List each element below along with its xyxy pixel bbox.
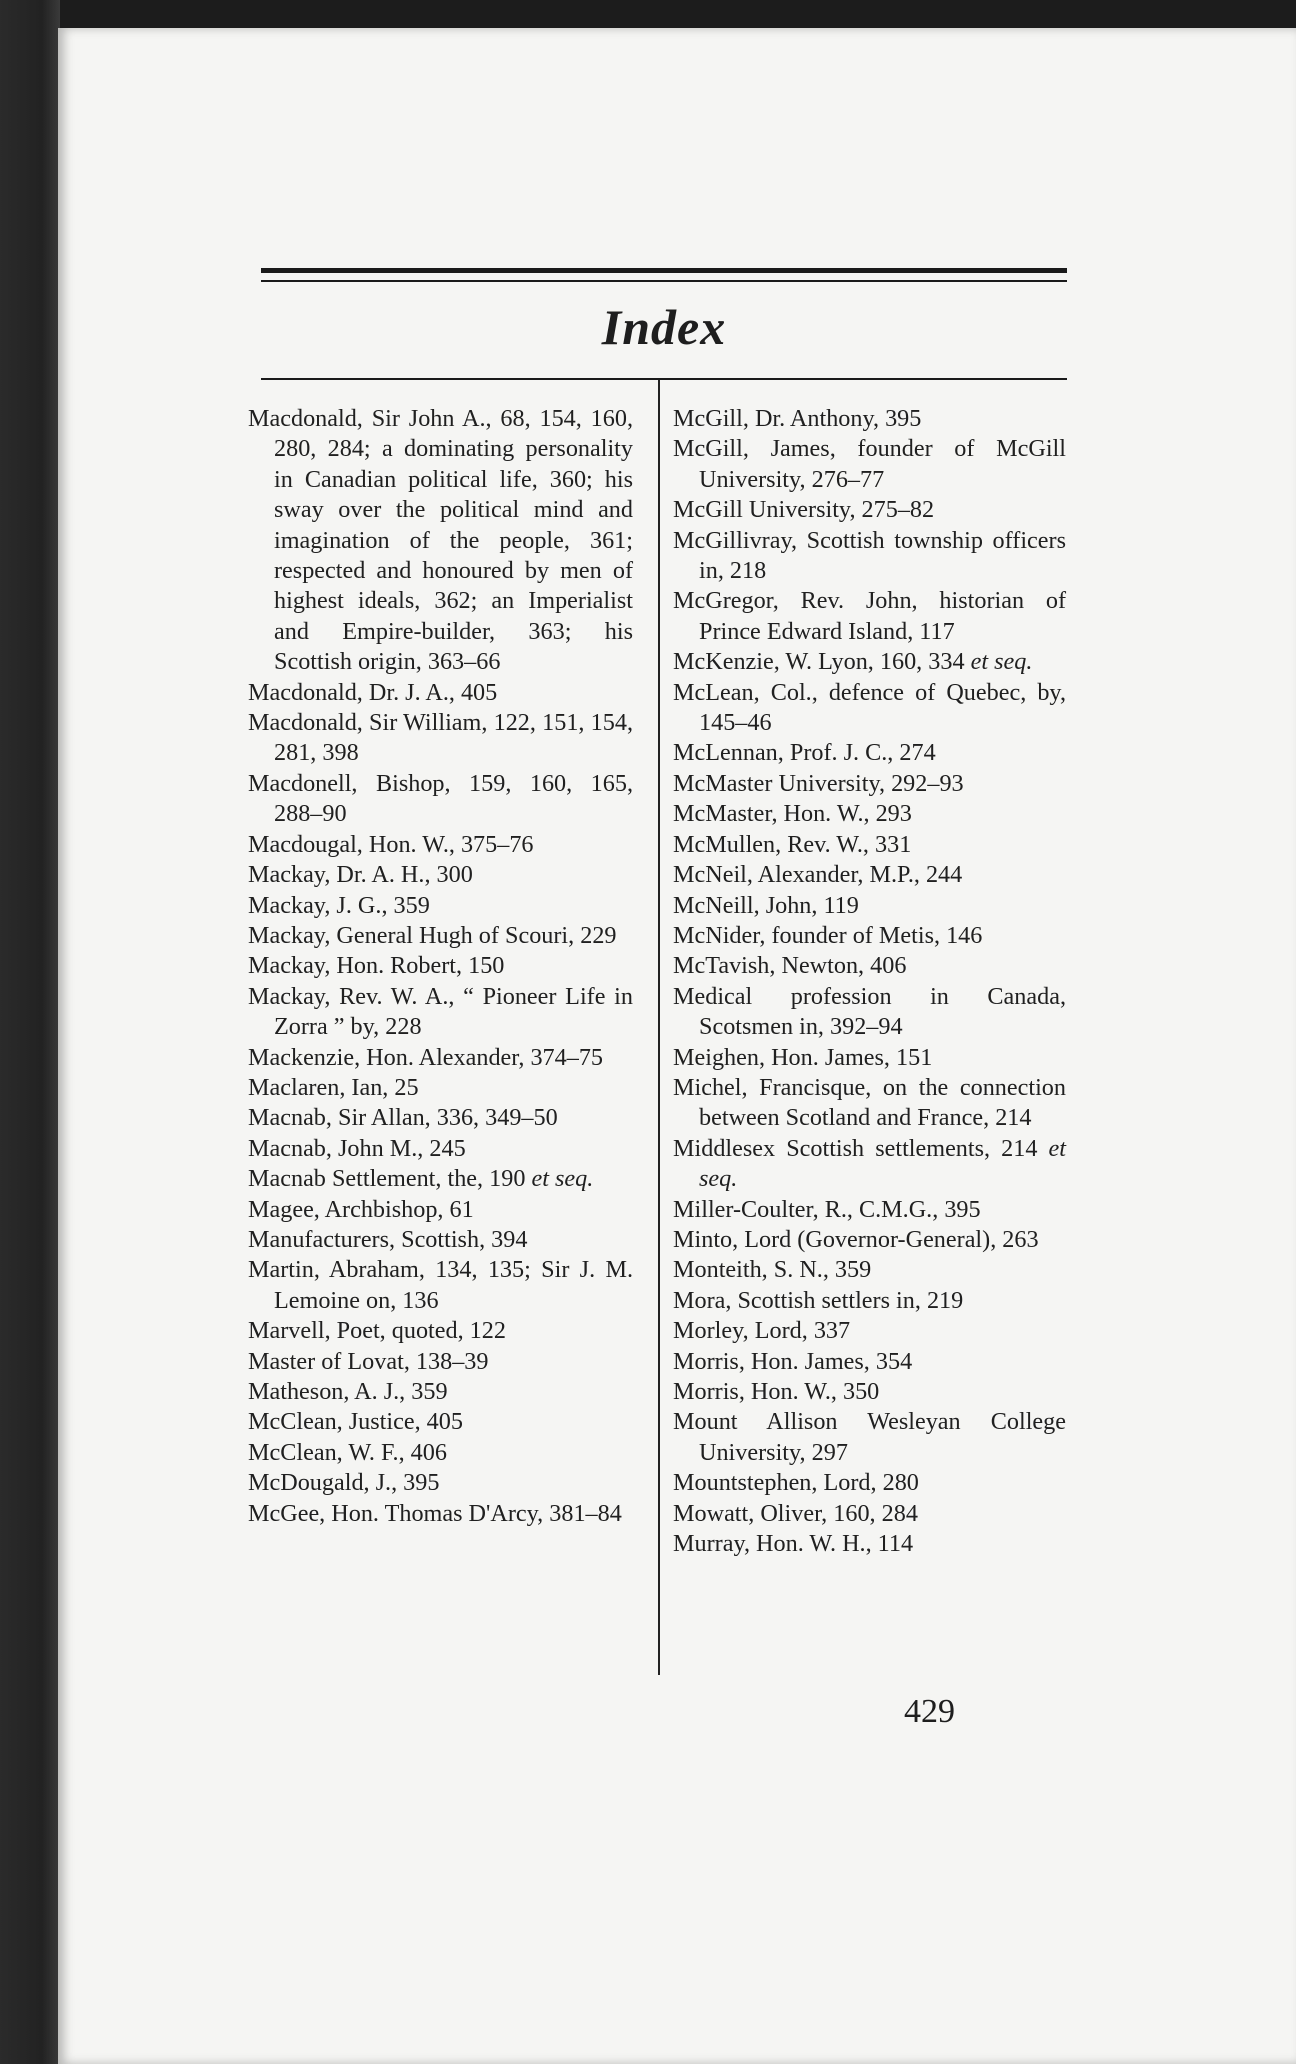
index-entry: Morley, Lord, 337 — [673, 1317, 851, 1345]
index-entry: Macdonald, Dr. J. A., 405 — [248, 678, 498, 706]
index-entry: Mora, Scottish settlers in, 219 — [673, 1286, 964, 1314]
index-entry: Monteith, S. N., 359 — [673, 1256, 872, 1284]
index-entry: Master of Lovat, 138–39 — [248, 1347, 489, 1375]
index-entry: Macnab Settlement, the, 190 et seq. — [248, 1165, 594, 1193]
index-entry: Morris, Hon. W., 350 — [673, 1378, 880, 1405]
index-entry: McKenzie, W. Lyon, 160, 334 et seq. — [673, 648, 1033, 676]
index-entry: Miller-Coulter, R., C.M.G., 395 — [673, 1195, 981, 1223]
index-entry: McGregor, Rev. John, historian of Prince Edward Island, 117 — [673, 587, 1066, 645]
index-entry: McGill University, 275–82 — [673, 496, 935, 524]
index-entry: Maclaren, Ian, 25 — [248, 1073, 419, 1101]
index-entry: Mowatt, Oliver, 160, 284 — [673, 1499, 918, 1527]
index-entry: Macnab, John M., 245 — [248, 1134, 466, 1162]
index-entry: Mackay, Rev. W. A., “ Pioneer Life in Zorra ” by, 228 — [248, 982, 633, 1041]
index-entry: Magee, Archbishop, 61 — [248, 1195, 474, 1223]
index-entry: Matheson, A. J., 359 — [248, 1378, 448, 1405]
index-entry: Mackay, General Hugh of Scouri, 229 — [248, 921, 617, 949]
index-entry: Macdonald, Sir William, 122, 151, 154, 281, 398 — [248, 709, 633, 767]
index-entry: Macnab, Sir Allan, 336, 349–50 — [248, 1104, 558, 1132]
header-rule-thick — [261, 268, 1067, 273]
index-entry: McDougald, J., 395 — [248, 1469, 440, 1497]
index-entry: Mackay, J. G., 359 — [248, 891, 430, 919]
index-entry: McClean, Justice, 405 — [248, 1408, 463, 1436]
index-entry: Middlesex Scottish settlements, 214 et seq. — [673, 1134, 1066, 1193]
index-entry: Martin, Abraham, 134, 135; Sir J. M. Lemoine on, 136 — [248, 1256, 633, 1314]
index-entry: McNider, founder of Metis, 146 — [673, 921, 983, 949]
index-column-left — [248, 404, 633, 1529]
index-entry: Medical profession in Canada, Scotsmen in, 392–94 — [673, 982, 1066, 1041]
index-entry: Meighen, Hon. James, 151 — [673, 1043, 933, 1071]
index-entry: Mackay, Dr. A. H., 300 — [248, 861, 473, 889]
index-entry: McLean, Col., defence of Quebec, by, 145–46 — [673, 678, 1066, 737]
index-entry: McLennan, Prof. J. C., 274 — [673, 739, 936, 767]
index-entry: McNeill, John, 119 — [673, 891, 859, 919]
index-entry: McGill, Dr. Anthony, 395 — [673, 405, 922, 432]
index-entry: Marvell, Poet, quoted, 122 — [248, 1317, 506, 1345]
book-binding-edge — [0, 0, 60, 2064]
index-entry: McTavish, Newton, 406 — [673, 952, 907, 980]
index-entry: McMaster University, 292–93 — [673, 769, 964, 797]
index-column-right — [673, 404, 1066, 1559]
index-entry: McGill, James, founder of McGill University, 276–77 — [673, 435, 1066, 493]
index-entry: McGee, Hon. Thomas D'Arcy, 381–84 — [248, 1499, 622, 1527]
index-entry: Michel, Francisque, on the connection between Scotland and France, 214 — [673, 1073, 1066, 1132]
index-entry: Mountstephen, Lord, 280 — [673, 1469, 919, 1497]
index-entry: Macdougal, Hon. W., 375–76 — [248, 830, 534, 858]
page-title: Index — [601, 299, 727, 355]
index-entry: Manufacturers, Scottish, 394 — [248, 1225, 528, 1253]
index-entry: McMaster, Hon. W., 293 — [673, 800, 912, 828]
index-entry: Mackenzie, Hon. Alexander, 374–75 — [248, 1043, 604, 1071]
index-entry: Minto, Lord (Governor-General), 263 — [673, 1225, 1039, 1253]
index-entry: Macdonald, Sir John A., 68, 154, 160, 280, 284; a dominating personality in Canadian political life, 360; his sway over the political mind and imagination of the people, 361; respected and honoured by men of highest ideals, 362; an Imperialist and Empire-builder, 363; his Scottish origin, 363–66 — [248, 405, 633, 676]
index-entry: Murray, Hon. W. H., 114 — [673, 1530, 914, 1558]
index-entry: Macdonell, Bishop, 159, 160, 165, 288–90 — [248, 769, 633, 828]
index-entry: McMullen, Rev. W., 331 — [673, 830, 912, 858]
index-entry: McClean, W. F., 406 — [248, 1438, 447, 1466]
title-underline — [261, 378, 1067, 380]
header-rule-thin — [261, 280, 1067, 282]
index-entry: Morris, Hon. James, 354 — [673, 1347, 913, 1375]
index-entry: Mount Allison Wesleyan College University, 297 — [673, 1408, 1066, 1466]
index-entry: McNeil, Alexander, M.P., 244 — [673, 861, 963, 889]
index-entry: McGillivray, Scottish township officers in, 218 — [673, 526, 1066, 585]
page-number: 429 — [904, 1693, 955, 1730]
book-page — [58, 28, 1296, 2064]
index-entry: Mackay, Hon. Robert, 150 — [248, 952, 505, 980]
column-divider — [658, 380, 660, 1675]
